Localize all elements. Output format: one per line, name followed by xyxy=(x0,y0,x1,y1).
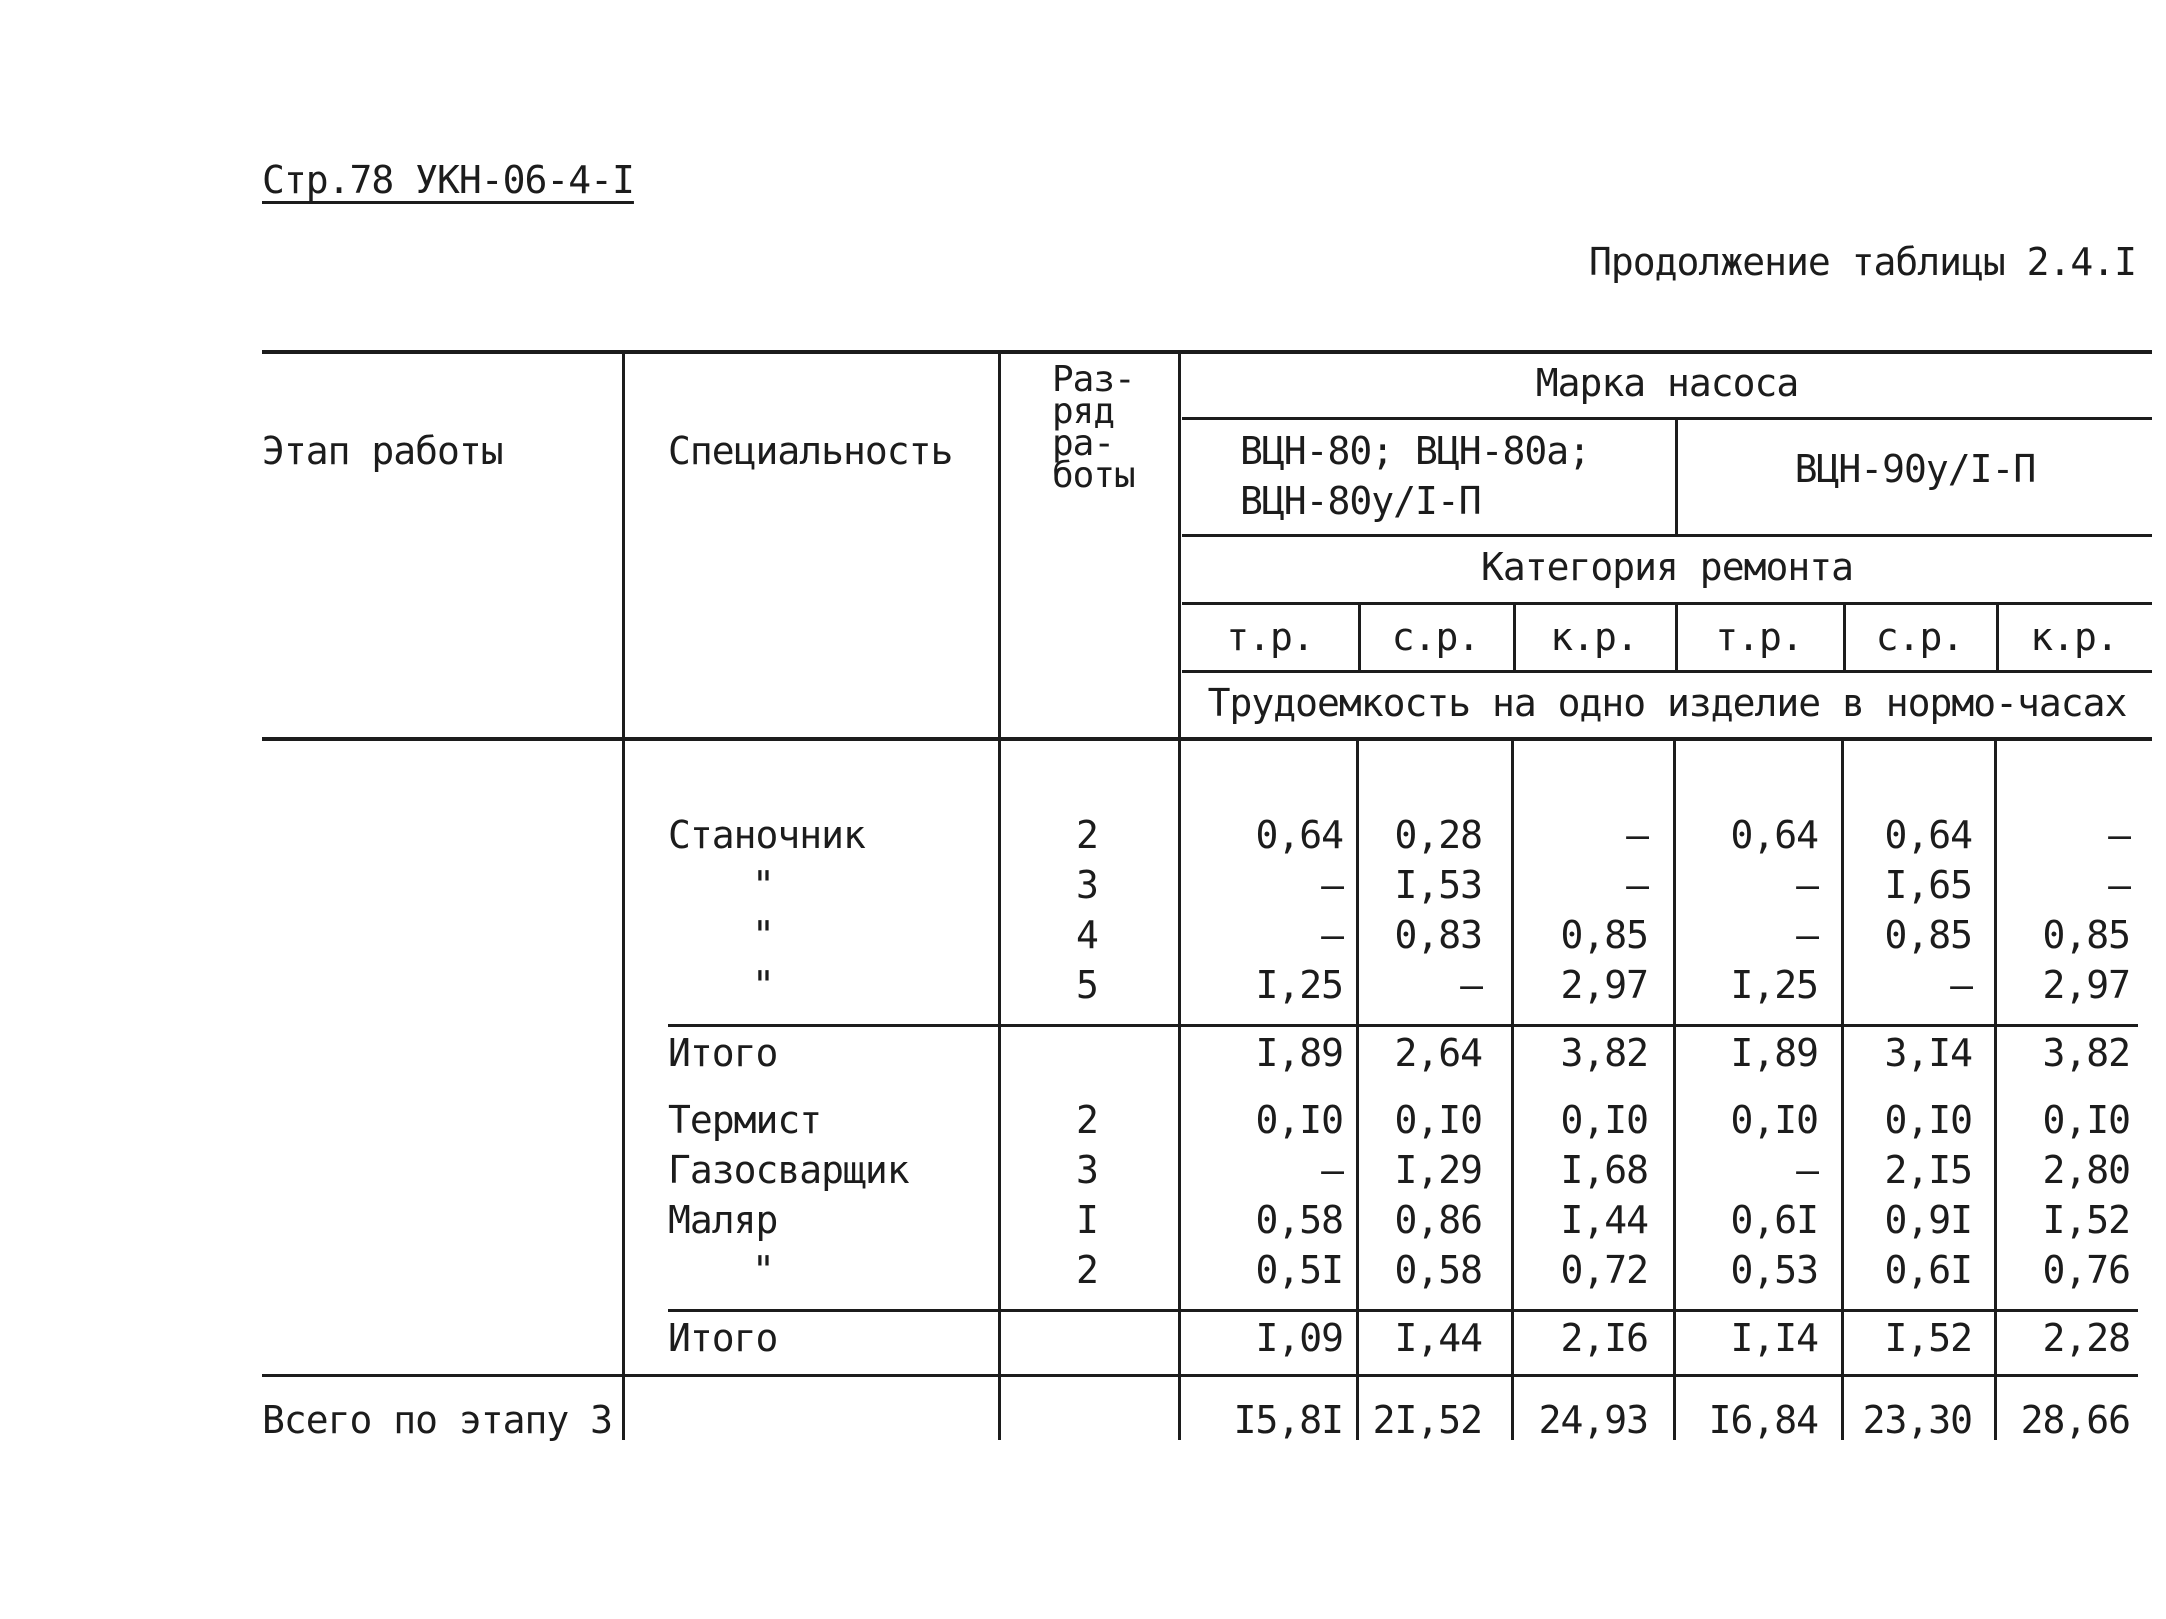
row-value: 0,72 xyxy=(1560,1248,1648,1292)
repair-category-cell: т.р. xyxy=(1226,615,1314,659)
row-value: I,I4 xyxy=(1730,1316,1818,1360)
row-specialty: " xyxy=(752,913,774,957)
row-value: I,89 xyxy=(1730,1031,1818,1075)
row-value: 2,64 xyxy=(1394,1031,1482,1075)
row-value: 2,28 xyxy=(2042,1316,2130,1360)
row-value: 0,28 xyxy=(1394,813,1482,857)
pump-group-rule xyxy=(1182,534,2152,537)
row-value: 0,I0 xyxy=(1394,1098,1482,1142)
repair-category-cell: к.р. xyxy=(2030,615,2118,659)
subtotal-rule-1 xyxy=(668,1024,2138,1027)
page-reference: Стр.78 УКН-06-4-I xyxy=(262,158,634,202)
row-value: – xyxy=(1460,963,1482,1007)
row-value: – xyxy=(2108,863,2130,907)
row-value: 2,80 xyxy=(2042,1148,2130,1192)
row-value: – xyxy=(1626,863,1648,907)
row-value: – xyxy=(1321,1148,1343,1192)
row-value: 0,9I xyxy=(1884,1198,1972,1242)
row-value: 0,6I xyxy=(1730,1198,1818,1242)
row-value: – xyxy=(1950,963,1972,1007)
pump-group-1-line: ВЦН-80у/I-П xyxy=(1240,479,1481,523)
row-specialty: Станочник xyxy=(668,813,865,857)
table-continuation-caption: Продолжение таблицы 2.4.I xyxy=(1589,240,2136,284)
row-value: – xyxy=(1796,913,1818,957)
row-value: 3,82 xyxy=(1560,1031,1648,1075)
row-value: 2,97 xyxy=(2042,963,2130,1007)
header-pump-group-2: ВЦН-90у/I-П xyxy=(1794,447,2036,491)
row-grade: I xyxy=(1076,1198,1098,1242)
row-value: – xyxy=(1321,863,1343,907)
row-grade: 5 xyxy=(1076,963,1098,1007)
row-value: 0,85 xyxy=(1560,913,1648,957)
header-bottom-rule xyxy=(262,737,2152,741)
header-specialty: Специальность xyxy=(668,429,953,473)
row-value: 0,85 xyxy=(1884,913,1972,957)
header-pump-group-1 xyxy=(1240,426,1590,526)
row-specialty: " xyxy=(752,863,774,907)
row-value: 0,58 xyxy=(1255,1198,1343,1242)
header-grade xyxy=(1052,359,1135,496)
row-value: 0,53 xyxy=(1730,1248,1818,1292)
row-value: – xyxy=(1796,863,1818,907)
row-grade: 3 xyxy=(1076,1148,1098,1192)
row-value: 0,I0 xyxy=(1884,1098,1972,1142)
row-grade: 4 xyxy=(1076,913,1098,957)
row-specialty: Маляр xyxy=(668,1198,778,1242)
header-repair-category: Категория ремонта xyxy=(1481,545,1853,589)
total-value: 2I,52 xyxy=(1372,1398,1482,1442)
row-value: 0,I0 xyxy=(1560,1098,1648,1142)
row-value: I,68 xyxy=(1560,1148,1648,1192)
row-specialty: Термист xyxy=(668,1098,822,1142)
row-value: 3,82 xyxy=(2042,1031,2130,1075)
row-value: I,89 xyxy=(1255,1031,1343,1075)
row-value: 0,85 xyxy=(2042,913,2130,957)
header-stage: Этап работы xyxy=(262,429,503,473)
col-rule-specialty xyxy=(998,352,1001,1440)
row-value: – xyxy=(1626,813,1648,857)
total-value: 23,30 xyxy=(1862,1398,1972,1442)
row-value: I,09 xyxy=(1255,1316,1343,1360)
row-value: I,25 xyxy=(1255,963,1343,1007)
repair-category-rule xyxy=(1182,602,2152,605)
row-specialty: " xyxy=(752,963,774,1007)
total-value: 24,93 xyxy=(1538,1398,1648,1442)
total-value: I6,84 xyxy=(1708,1398,1818,1442)
row-specialty: " xyxy=(752,1248,774,1292)
row-value: 0,58 xyxy=(1394,1248,1482,1292)
header-grade-line: Раз- xyxy=(1052,359,1135,400)
row-value: 0,I0 xyxy=(1730,1098,1818,1142)
row-value: 0,64 xyxy=(1730,813,1818,857)
header-grade-line: ра- xyxy=(1052,423,1115,464)
row-value: I,44 xyxy=(1560,1198,1648,1242)
pump-brand-rule xyxy=(1182,417,2152,420)
row-specialty: Газосварщик xyxy=(668,1148,909,1192)
row-value: – xyxy=(1796,1148,1818,1192)
row-value: 0,76 xyxy=(2042,1248,2130,1292)
total-value: I5,8I xyxy=(1233,1398,1343,1442)
subtotal-rule-2 xyxy=(668,1309,2138,1312)
row-value: 0,I0 xyxy=(1255,1098,1343,1142)
row-specialty: Итого xyxy=(668,1316,778,1360)
col-rule-stage xyxy=(622,352,625,1440)
row-value: 0,83 xyxy=(1394,913,1482,957)
row-value: I,52 xyxy=(1884,1316,1972,1360)
header-pump-brand: Марка насоса xyxy=(1535,361,1799,405)
row-grade: 2 xyxy=(1076,1248,1098,1292)
repair-category-cell: т.р. xyxy=(1715,615,1803,659)
row-value: 0,I0 xyxy=(2042,1098,2130,1142)
table-top-rule xyxy=(262,350,2152,354)
row-value: I,44 xyxy=(1394,1316,1482,1360)
header-grade-line: боты xyxy=(1052,455,1135,496)
categories-rule xyxy=(1182,670,2152,673)
row-grade: 2 xyxy=(1076,1098,1098,1142)
row-value: 0,64 xyxy=(1255,813,1343,857)
row-value: I,29 xyxy=(1394,1148,1482,1192)
header-grade-line: ряд xyxy=(1052,391,1115,432)
row-grade: 2 xyxy=(1076,813,1098,857)
row-value: 3,I4 xyxy=(1884,1031,1972,1075)
row-value: 2,I6 xyxy=(1560,1316,1648,1360)
total-label: Всего по этапу 3 xyxy=(262,1398,613,1442)
row-value: 2,97 xyxy=(1560,963,1648,1007)
col-rule-grade xyxy=(1178,352,1181,1440)
total-value: 28,66 xyxy=(2020,1398,2130,1442)
row-value: – xyxy=(1321,913,1343,957)
row-value: 0,86 xyxy=(1394,1198,1482,1242)
repair-category-cell: с.р. xyxy=(1391,615,1480,659)
pump-group-1-line: ВЦН-80; ВЦН-80а; xyxy=(1240,429,1591,473)
row-value: I,65 xyxy=(1884,863,1972,907)
row-value: 0,64 xyxy=(1884,813,1972,857)
row-grade: 3 xyxy=(1076,863,1098,907)
row-value: – xyxy=(2108,813,2130,857)
repair-category-cell: к.р. xyxy=(1550,615,1638,659)
total-rule xyxy=(262,1374,2138,1377)
row-value: 2,I5 xyxy=(1884,1148,1972,1192)
row-value: 0,6I xyxy=(1884,1248,1972,1292)
row-value: I,52 xyxy=(2042,1198,2130,1242)
row-value: 0,5I xyxy=(1255,1248,1343,1292)
row-value: I,25 xyxy=(1730,963,1818,1007)
row-specialty: Итого xyxy=(668,1031,778,1075)
row-value: I,53 xyxy=(1394,863,1482,907)
repair-category-cell: с.р. xyxy=(1875,615,1964,659)
header-labor-intensity: Трудоемкость на одно изделие в нормо-часах xyxy=(1207,681,2127,725)
